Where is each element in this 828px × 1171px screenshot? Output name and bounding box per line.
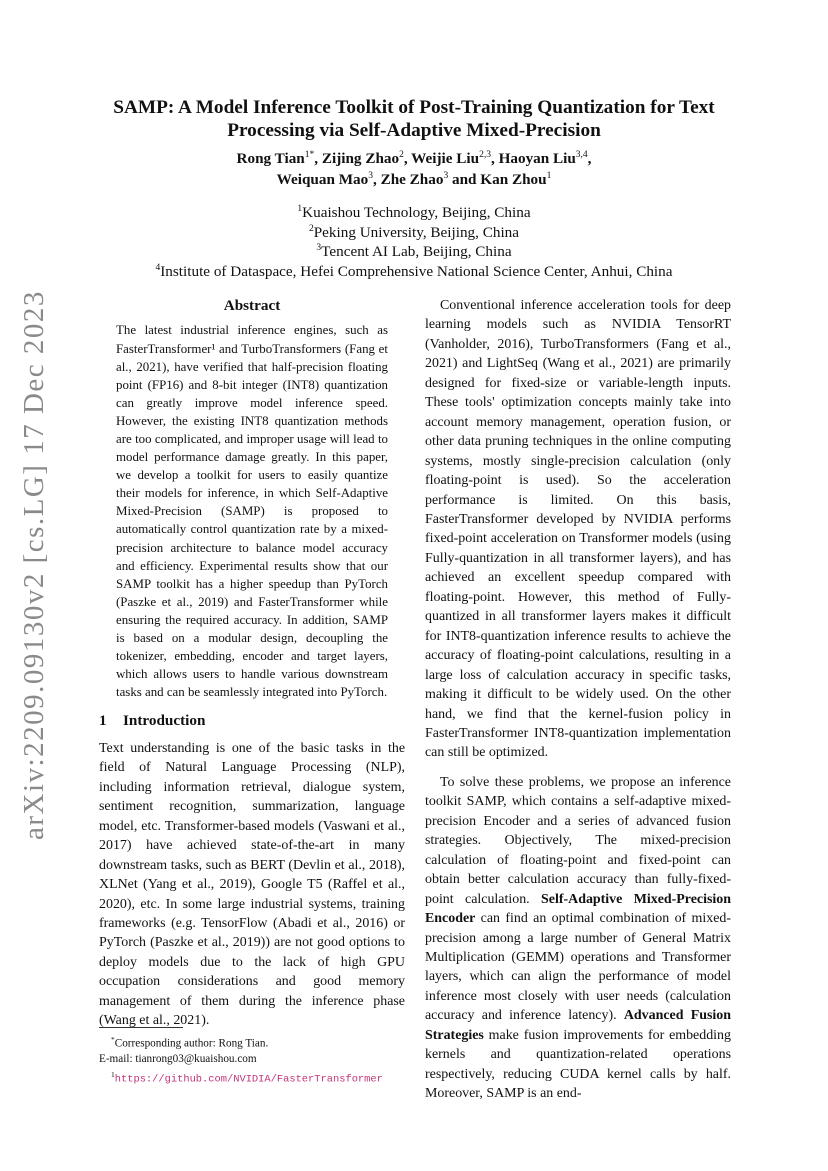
author-name: Rong Tian (236, 150, 305, 167)
author-list (80, 148, 748, 190)
affiliation-2: $^2$Peking University, Beijing, China (308, 223, 520, 241)
footnote-link[interactable]: https://github.com/NVIDIA/FasterTransformer (114, 1073, 383, 1086)
author-name: Zijing Zhao (321, 150, 400, 167)
right-column (425, 296, 731, 1104)
author-name: Weijie Liu (411, 150, 480, 167)
body-paragraph-2: To solve these problems, we propose an inference toolkit SAMP, which contains a self-adaptive mixed-precision Encoder and a series of advanced fusion strategies. Objectively, The mixed-precision calculation of floating-point and fixed-point can obtain better calculation accuracy than fully-fixed-point calculation. Self-Adaptive Mixed-Precision Encoder can find an optimal combination of mixed-precision among a large number of General Matrix Multiplication (GEMM) operations and Transformer layers, which can align the performance of model inference most closely with user needs (calculation accuracy and inference latency). Advanced Fusion Strategies make fusion improvements for embedding kernels and quantization-related operations respectively, reducing CUDA kernel calls by half. Moreover, SAMP is an end- (425, 774, 731, 1102)
title-line-2: Processing via Self-Adaptive Mixed-Precision (227, 120, 601, 141)
title-line-1: SAMP: A Model Inference Toolkit of Post-Training Quantization for Text (113, 97, 715, 118)
footnote-1: $^1$https://github.com/NVIDIA/FasterTransformer (111, 1069, 383, 1086)
author-line-1: Rong Tian$^{1*}$, Zijing Zhao$^2$, Weijie Liu$^{2,3}$, Haoyan Liu$^{3,4}$, (236, 149, 592, 167)
author-name: Weiquan Mao (276, 171, 369, 188)
affiliations (80, 203, 748, 281)
abstract-heading: Abstract (223, 297, 281, 314)
footnote-corresponding: *Corresponding author: Rong Tian. (111, 1035, 269, 1050)
introduction-paragraph: Text understanding is one of the basic tasks in the field of Natural Language Processing (NLP), including information retrieval, dialogue system, sentiment recognition, summarization, language model, etc. Transformer-based models (Vaswani et al., 2017) have achieved state-of-the-art in many downstream tasks, such as BERT (Devlin et al., 2018), XLNet (Yang et al., 2019), Google T5 (Raffel et al., 2020), etc. In some large industrial systems, training frameworks (e.g. TensorFlow (Abadi et al., 2016) or PyTorch (Paszke et al., 2019)) are not good options to deploy models due to the lack of high GPU occupation considerations and good memory management of them during the inference phase (Wang et al., 2021). (99, 740, 405, 1029)
affiliation-3: $^3$Tencent AI Lab, Beijing, China (316, 242, 512, 260)
body-paragraph-1: Conventional inference acceleration tools for deep learning models such as NVIDIA TensorRT (Vanholder, 2016), TurboTransformers (Fang et al., 2021) and LightSeq (Wang et al., 2021) are primarily designed for fixed-size or variable-length inputs. These tools' optimization concepts mainly take into account memory management, operation fusion, or other data pruning techniques in the online computing systems, mostly single-precision calculation (only floating-point is used). So the acceleration performance is limited. On this basis, FasterTransformer developed by NVIDIA performs fixed-point acceleration on Transformer models (using Fully-quantization in all transformer layers), and has achieved an excellent speedup compared with floating-point. However, this method of Fully-quantized in all transformer layers makes it difficult for INT8-quantization inference results to achieve the accuracy of floating-point calculations, resulting in a large loss of calculation accuracy in specific tasks, making it difficult to be widely used. On the other hand, we find that the kernel-fusion policy in FasterTransformer INT8-quantization implementation can still be optimized. (425, 298, 731, 761)
abstract-text: The latest industrial inference engines, such as FasterTransformer¹ and TurboTransformers (Fang et al., 2021), have verified that half-precision floating point (FP16) and 8-bit integer (INT8) quantization can greatly improve model inference speed. However, the existing INT8 quantization methods are too complicated, and improper usage will lead to model performance damage greatly. In this paper, we develop a toolkit for users to easily quantize their models for inference, in which Self-Adaptive Mixed-Precision (SAMP) is proposed to automatically control quantization rate by a mixed-precision architecture to balance model accuracy and efficiency. Experimental results show that our SAMP toolkit has a higher speedup than PyTorch (Paszke et al., 2019) and FasterTransformer while ensuring the required accuracy. In addition, SAMP is based on a modular design, decoupling the tokenizer, embedding, encoder and target layers, which allows users to handle various downstream tasks and can be seamlessly integrated into PyTorch. (116, 323, 388, 700)
bold-term-fusion-strategies: Advanced Fusion Strategies (425, 1008, 731, 1043)
author-name: Kan Zhou (480, 171, 547, 188)
paper-title (80, 96, 748, 142)
footnote-email: E-mail: tianrong03@kuaishou.com (99, 1052, 257, 1065)
left-column (99, 296, 405, 1031)
footnotes (99, 1027, 405, 1087)
footnote-rule (99, 1027, 183, 1028)
author-name: Zhe Zhao (380, 171, 444, 188)
author-line-2: Weiquan Mao$^3$, Zhe Zhao$^3$ and Kan Zhou$^1$ (276, 170, 552, 188)
bold-term-samp-encoder: Self-Adaptive Mixed-Precision Encoder (425, 891, 731, 927)
affiliation-4: $^4$Institute of Dataspace, Hefei Comprehensive National Science Center, Anhui, China (155, 262, 673, 280)
author-name: Haoyan Liu (498, 150, 576, 167)
section-heading-introduction: 1 Introduction (99, 712, 206, 730)
arxiv-identifier: arXiv:2209.09130v2 [cs.LG] 17 Dec 2023 (18, 290, 50, 840)
affiliation-1: $^1$Kuaishou Technology, Beijing, China (297, 203, 531, 221)
